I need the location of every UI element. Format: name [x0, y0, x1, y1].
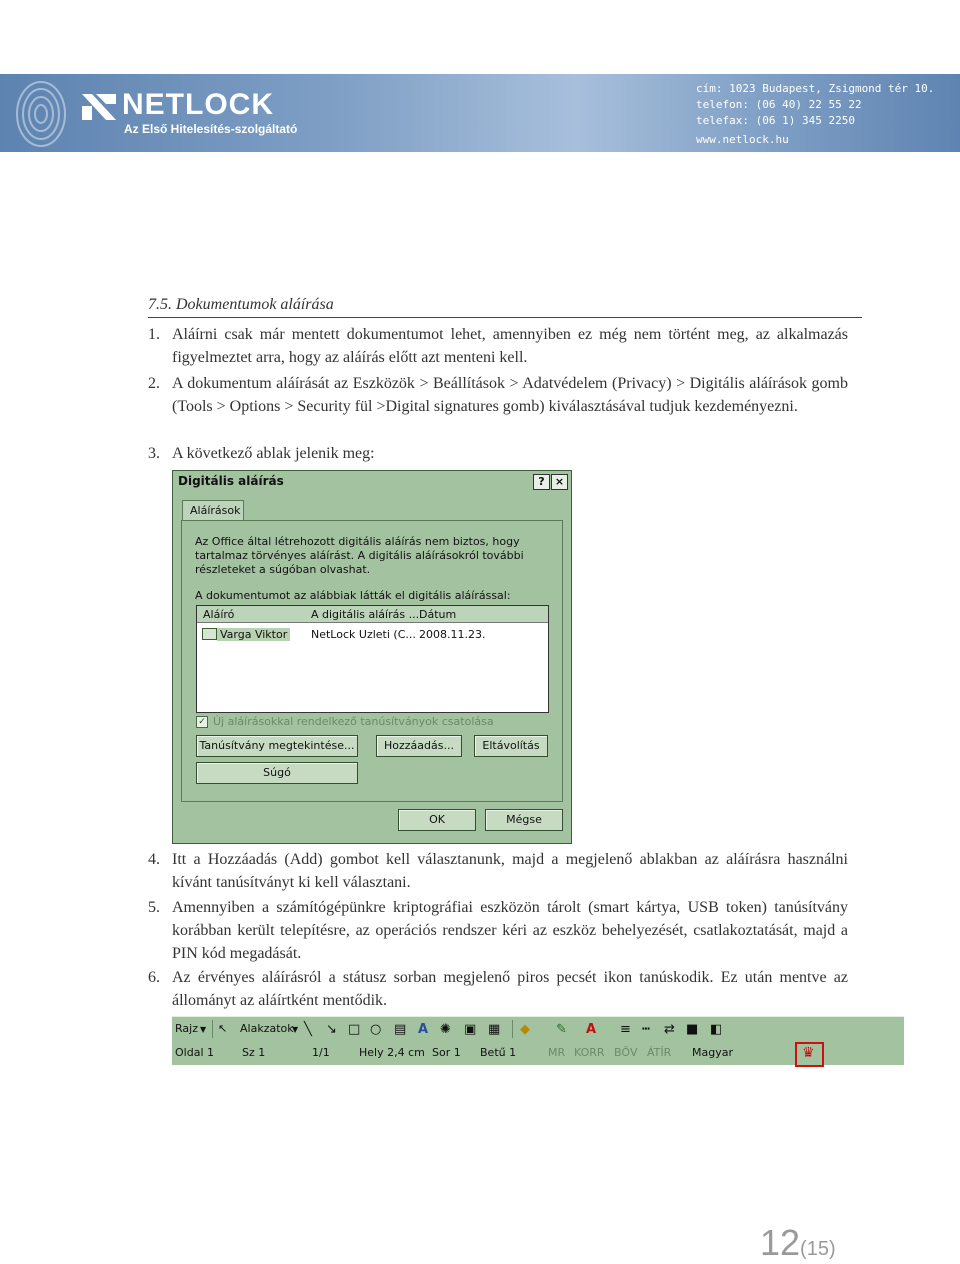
- item-text: A dokumentum aláírását az Eszközök > Beállítások > Adatvédelem (Privacy) > Digitális aláírások gomb (Tools > Options > Security fül >Digital signatures gomb) kiválasztásával tudjuk kezdeményezni.: [172, 375, 848, 415]
- fingerprint-icon: [12, 78, 70, 148]
- status-pages: 1/1: [312, 1046, 330, 1059]
- contact-address: cím: 1023 Budapest, Zsigmond tér 10.: [696, 82, 935, 95]
- chevron-down-icon[interactable]: ▼: [200, 1025, 207, 1034]
- seal-glyph: ♛: [802, 1045, 815, 1061]
- oval-icon[interactable]: ○: [370, 1022, 382, 1037]
- page-current: 12: [760, 1222, 801, 1263]
- arrow-style-icon[interactable]: ⇄: [664, 1022, 675, 1037]
- status-ext[interactable]: BŐV: [614, 1046, 638, 1059]
- cancel-button[interactable]: Mégse: [485, 809, 563, 831]
- status-section: Sz 1: [242, 1046, 266, 1059]
- help-button[interactable]: Súgó: [196, 762, 358, 784]
- list-item: [148, 323, 848, 369]
- status-page: Oldal 1: [175, 1046, 214, 1059]
- item-number: 5.: [148, 899, 160, 916]
- line-style-icon[interactable]: ≡: [620, 1022, 631, 1037]
- page-number: [760, 1222, 836, 1264]
- contact-website[interactable]: www.netlock.hu: [696, 133, 789, 146]
- status-position: Hely 2,4 cm: [359, 1046, 425, 1059]
- diagram-icon[interactable]: ✺: [440, 1022, 451, 1037]
- item-text: Amennyiben a számítógépünkre kriptográfiai eszközön tárolt (smart kártya, USB token) tanúsítvány korábban került telepítésre, az operációs rendszer kéri az eszköz behelyezését, csatlakoztatását, majd a PIN kód megadását.: [172, 899, 848, 962]
- ok-button[interactable]: OK: [398, 809, 476, 831]
- textbox-icon[interactable]: ▤: [394, 1022, 407, 1037]
- item-number: 4.: [148, 851, 160, 868]
- line-color-icon[interactable]: ✎: [556, 1022, 567, 1037]
- remove-button[interactable]: Eltávolítás: [474, 735, 548, 757]
- signed-by-label: A dokumentumot az alábbiak látták el digitális aláírással:: [195, 589, 511, 602]
- help-icon[interactable]: ?: [533, 474, 550, 490]
- logo-tagline: Az Első Hitelesítés-szolgáltató: [124, 122, 298, 136]
- tab-signatures[interactable]: [182, 500, 244, 521]
- signature-list[interactable]: [196, 605, 549, 713]
- item-text: Aláírni csak már mentett dokumentumot lehet, amennyiben ez még nem történt meg, az alkalmazás figyelmeztet arra, hogy az aláírás előtt azt menteni kell.: [172, 326, 848, 366]
- shadow-icon[interactable]: ■: [686, 1022, 699, 1037]
- netlock-logo-icon: [82, 94, 116, 120]
- arrow-icon[interactable]: ↘: [326, 1022, 337, 1037]
- item-number: 2.: [148, 375, 160, 392]
- column-issuer[interactable]: A digitális aláírás ...: [311, 608, 420, 621]
- digital-signature-dialog: [172, 470, 572, 844]
- toolbar-separator: [212, 1020, 213, 1038]
- picture-icon[interactable]: ▦: [488, 1022, 501, 1037]
- drawing-toolbar: [172, 1016, 904, 1042]
- draw-menu[interactable]: Rajz: [175, 1022, 198, 1035]
- list-header: [197, 606, 548, 623]
- list-item: [148, 442, 848, 465]
- line-icon[interactable]: ╲: [304, 1022, 312, 1037]
- 3d-icon[interactable]: ◧: [710, 1022, 723, 1037]
- signature-seal-icon[interactable]: [795, 1042, 824, 1067]
- dash-style-icon[interactable]: ┅: [642, 1022, 650, 1037]
- contact-info: [696, 81, 934, 148]
- dialog-description: Az Office által létrehozott digitális aláírás nem biztos, hogy tartalmaz törvényes aláírást. A digitális aláírásokról további részleteket a súgóban olvashat.: [195, 535, 524, 576]
- toolbar-separator: [512, 1020, 513, 1038]
- page-total: (15): [800, 1238, 836, 1260]
- status-language: Magyar: [692, 1046, 733, 1059]
- status-bar: [172, 1041, 904, 1065]
- item-text: Itt a Hozzáadás (Add) gombot kell választanunk, majd a megjelenő ablakban az aláírásra használni kívánt tanúsítványt ki kell választani.: [172, 851, 848, 891]
- certificate-icon: [202, 628, 217, 640]
- section-title: 7.5. Dokumentumok aláírása: [148, 296, 862, 318]
- attach-certificates-checkbox[interactable]: ✓: [196, 716, 208, 728]
- item-number: 1.: [148, 326, 160, 343]
- list-item: [148, 896, 848, 965]
- tab-label: Aláírások: [190, 504, 241, 517]
- view-certificate-button[interactable]: Tanúsítvány megtekintése...: [196, 735, 358, 757]
- contact-phone: telefon: (06 40) 22 55 22: [696, 98, 862, 111]
- status-column: Betű 1: [480, 1046, 517, 1059]
- autoshapes-menu[interactable]: Alakzatok: [240, 1022, 294, 1035]
- font-color-icon[interactable]: A: [586, 1022, 597, 1037]
- list-item: [148, 848, 848, 894]
- status-ovr[interactable]: ÁTÍR: [647, 1046, 672, 1059]
- select-pointer-icon[interactable]: ↖: [218, 1022, 228, 1035]
- contact-fax: telefax: (06 1) 345 2250: [696, 114, 855, 127]
- chevron-down-icon[interactable]: ▼: [292, 1025, 299, 1034]
- fill-color-icon[interactable]: ◆: [520, 1022, 530, 1037]
- item-number: 6.: [148, 969, 160, 986]
- wordart-icon[interactable]: A: [418, 1022, 429, 1037]
- item-text: Az érvényes aláírásról a státusz sorban megjelenő piros pecsét ikon tanúskodik. Ez után mentve az állományt az aláírtként mentődik.: [172, 969, 848, 1009]
- row-signer: Varga Viktor: [217, 628, 290, 641]
- item-number: 3.: [148, 445, 160, 462]
- close-icon[interactable]: ×: [551, 474, 568, 490]
- row-issuer: NetLock Uzleti (C...: [311, 628, 416, 641]
- logo-name: NETLOCK: [122, 88, 274, 121]
- attach-certificates-label: Új aláírásokkal rendelkező tanúsítványok csatolása: [213, 715, 494, 728]
- status-line: Sor 1: [432, 1046, 461, 1059]
- list-item: [148, 966, 848, 1012]
- list-item: [148, 372, 848, 418]
- row-date: 2008.11.23.: [419, 628, 486, 641]
- status-rec[interactable]: MR: [548, 1046, 566, 1059]
- rectangle-icon[interactable]: □: [348, 1022, 361, 1037]
- column-date[interactable]: Dátum: [419, 608, 457, 621]
- status-trk[interactable]: KORR: [574, 1046, 605, 1059]
- column-signer[interactable]: Aláíró: [203, 608, 235, 621]
- dialog-titlebar: [173, 471, 571, 491]
- dialog-title: Digitális aláírás: [178, 474, 284, 488]
- add-button[interactable]: Hozzáadás...: [376, 735, 462, 757]
- header-banner: [0, 74, 960, 152]
- item-text: A következő ablak jelenik meg:: [172, 445, 375, 462]
- clipart-icon[interactable]: ▣: [464, 1022, 477, 1037]
